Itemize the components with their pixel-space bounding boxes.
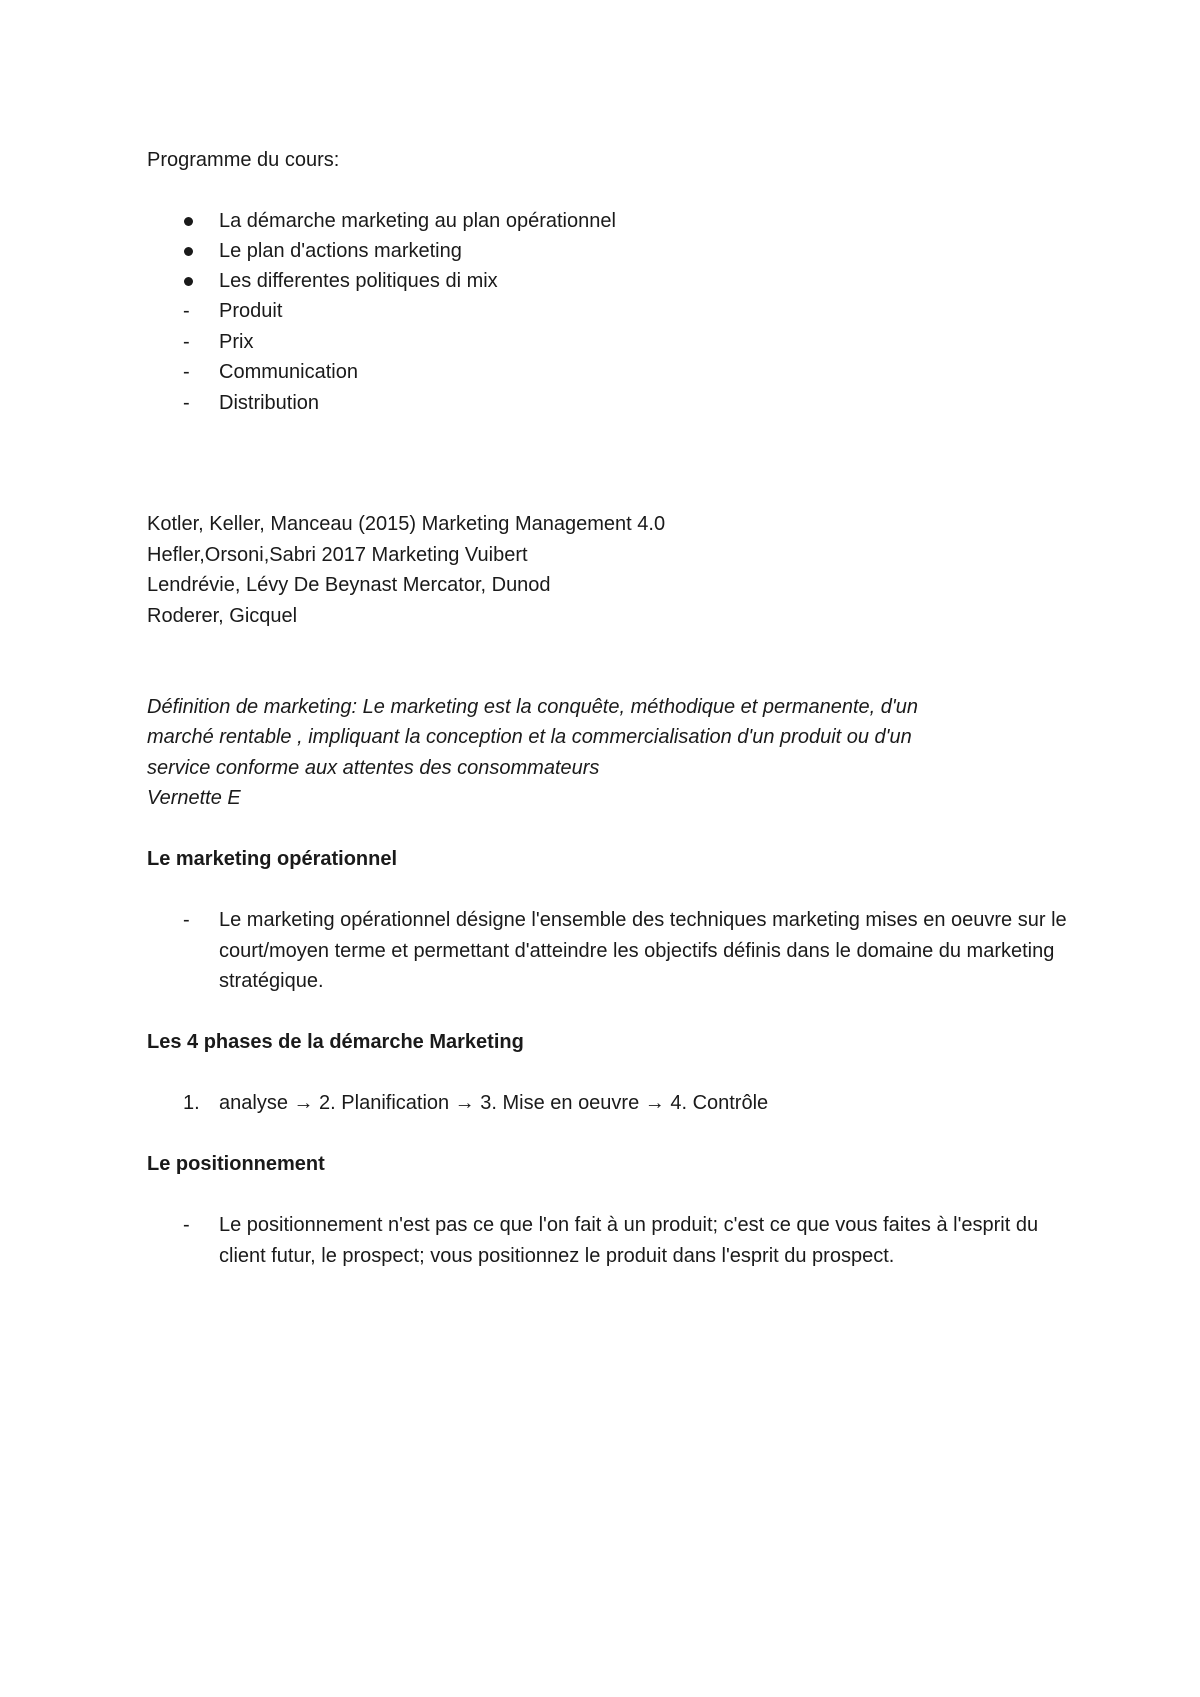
reference-line: Hefler,Orsoni,Sabri 2017 Marketing Vuibert bbox=[147, 544, 528, 566]
paragraph-text: Le positionnement n'est pas ce que l'on fait à un produit; c'est ce que vous faites à l'esprit du client futur, le prospect; vous positionnez le produit dans l'esprit du prospect. bbox=[219, 1214, 1039, 1267]
definition-author: Vernette E bbox=[147, 787, 241, 809]
dash-marker: - bbox=[183, 300, 190, 322]
section-heading: Le marketing opérationnel bbox=[147, 848, 398, 870]
paragraph-text: Le marketing opérationnel désigne l'ensemble des techniques marketing mises en oeuvre sur le court/moyen terme et permettant d'atteindre les objectifs définis dans le domaine du marketing stratégique. bbox=[219, 909, 1067, 992]
definition-line: Définition de marketing: Le marketing est la conquête, méthodique et permanente, d'un bbox=[147, 696, 918, 718]
definition-line: marché rentable , impliquant la conception et la commercialisation d'un produit ou d'un bbox=[147, 726, 912, 748]
dash-marker: - bbox=[183, 909, 190, 931]
dash-marker: - bbox=[183, 361, 190, 383]
bullet-icon bbox=[184, 277, 193, 286]
list-item bbox=[147, 1210, 1077, 1302]
number-marker: 1. bbox=[183, 1092, 200, 1114]
bullet-icon bbox=[184, 247, 193, 256]
bullet-icon bbox=[184, 217, 193, 226]
phases-text: analyse → 2. Planification → 3. Mise en oeuvre → 4. Contrôle bbox=[219, 1092, 769, 1114]
reference-line: Kotler, Keller, Manceau (2015) Marketing Management 4.0 bbox=[147, 513, 666, 535]
definition-line: service conforme aux attentes des consommateurs bbox=[147, 757, 600, 779]
reference-line: Roderer, Gicquel bbox=[147, 605, 298, 627]
reference-line: Lendrévie, Lévy De Beynast Mercator, Dunod bbox=[147, 574, 551, 596]
dash-marker: - bbox=[183, 392, 190, 414]
section-heading: Les 4 phases de la démarche Marketing bbox=[147, 1031, 524, 1053]
section-heading: Le positionnement bbox=[147, 1153, 325, 1175]
programme-title: Programme du cours: bbox=[147, 149, 340, 171]
dash-marker: - bbox=[183, 1214, 190, 1236]
list-item bbox=[147, 905, 1077, 997]
dash-marker: - bbox=[183, 331, 190, 353]
